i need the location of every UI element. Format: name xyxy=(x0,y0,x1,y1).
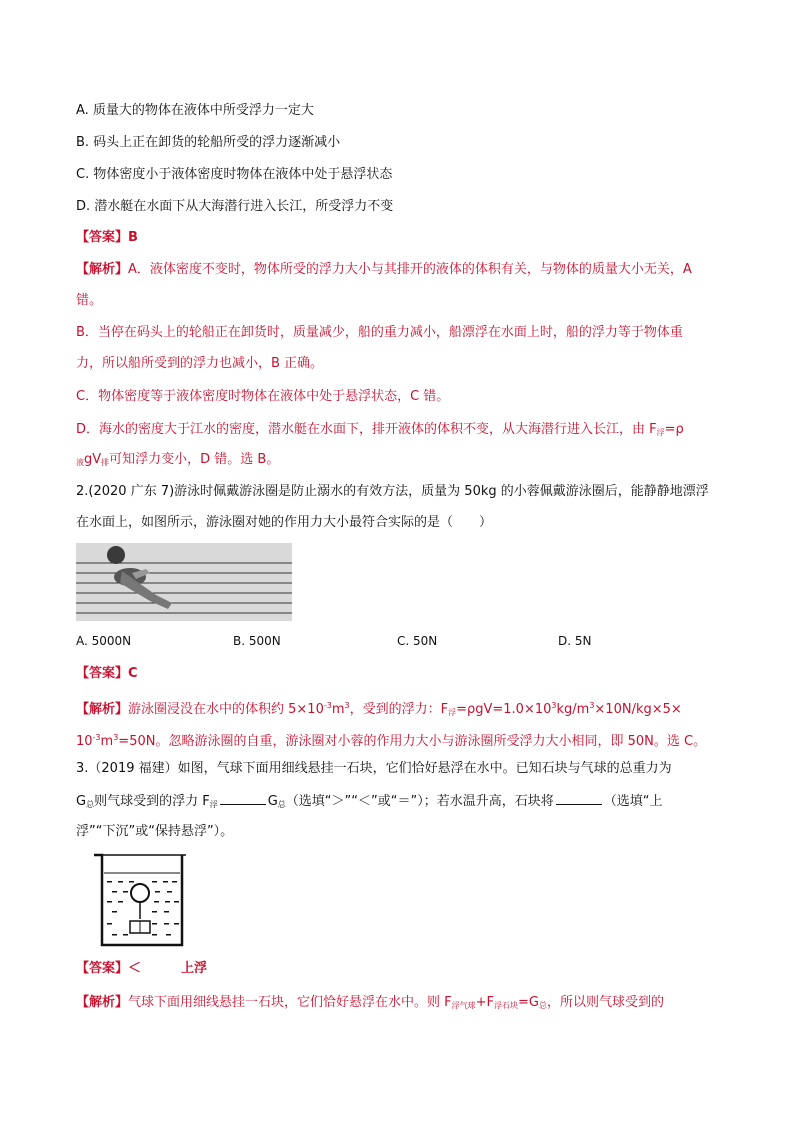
q1-analysis-line xyxy=(76,451,279,472)
analysis-tag: 【解析】 xyxy=(76,995,129,1010)
analysis-text: 气球下面用细线悬挂一石块，它们恰好悬浮在水中。则 F xyxy=(128,995,452,1010)
analysis-text: 10 xyxy=(76,734,93,749)
q1-analysis-line: 力，所以船所受到的浮力也减小，B 正确。 xyxy=(76,356,324,371)
q3-stem-line: 浮”“下沉”或“保持悬浮”）。 xyxy=(76,824,234,839)
analysis-text: 游泳圈浸没在水中的体积约 5×10 xyxy=(128,702,324,717)
analysis-text: =ρgV=1.0×10 xyxy=(456,702,552,717)
superscript: -3 xyxy=(92,733,101,742)
q1-analysis-line xyxy=(76,421,684,442)
beaker-figure xyxy=(92,851,188,947)
superscript: 3 xyxy=(589,701,595,710)
answer-value-1: ＜ xyxy=(128,961,142,976)
fill-blank[interactable] xyxy=(556,792,602,805)
q1-option-d: D. 潜水艇在水面下从大海潜行进入长江，所受浮力不变 xyxy=(76,199,394,214)
q3-analysis-line xyxy=(76,994,664,1015)
analysis-text: =50N。忽略游泳圈的自重，游泳圈对小蓉的作用力大小与游泳圈所受浮力大小相同，即 50N。选 C。 xyxy=(118,734,707,749)
q1-analysis-line: C．物体密度等于液体密度时物体在液体中处于悬浮状态，C 错。 xyxy=(76,389,450,404)
answer-tag: 【答案】 xyxy=(76,961,129,976)
q1-option-c: C. 物体密度小于液体密度时物体在液体中处于悬浮状态 xyxy=(76,167,393,182)
stem-text: （选填“＞”“＜”或“＝”）；若水温升高，石块将 xyxy=(285,794,554,809)
stem-text: G xyxy=(76,794,87,809)
answer-value: C xyxy=(128,666,138,681)
q2-analysis-line xyxy=(76,729,706,751)
analysis-text: +F xyxy=(475,995,495,1010)
q2-option-a: A. 5000N xyxy=(76,634,132,648)
answer-value: B xyxy=(128,230,138,245)
subscript: 浮 xyxy=(209,800,218,809)
q1-answer xyxy=(76,229,138,247)
analysis-text: D．海水的密度大于江水的密度，潜水艇在水面下，排开液体的体积不变，从大海潜行进入长江，由 F xyxy=(76,422,657,437)
q2-analysis-line xyxy=(76,697,682,722)
superscript: -3 xyxy=(323,701,332,710)
subscript: 总 xyxy=(538,1001,547,1010)
subscript: 液 xyxy=(76,458,84,467)
q1-option-b: B. 码头上正在卸货的轮船所受的浮力逐渐减小 xyxy=(76,135,341,150)
formula-text: =ρ xyxy=(664,422,684,437)
q1-analysis-line xyxy=(76,261,692,279)
q2-stem-line: 2.(2020 广东 7)游泳时佩戴游泳圈是防止溺水的有效方法，质量为 50kg 的小蓉佩戴游泳圈后，能静静地漂浮 xyxy=(76,484,709,499)
subscript: 浮 xyxy=(448,708,457,717)
answer-tag: 【答案】 xyxy=(76,666,129,681)
q2-option-d: D. 5N xyxy=(558,634,592,648)
q1-analysis-line: 错。 xyxy=(76,293,103,308)
q2-option-b: B. 500N xyxy=(233,634,281,648)
analysis-text: =G xyxy=(518,995,539,1010)
answer-value-2: 上浮 xyxy=(181,961,208,976)
swimmer-figure xyxy=(76,543,292,621)
fill-blank[interactable] xyxy=(220,792,266,805)
subscript: 浮气球 xyxy=(451,1001,476,1010)
analysis-tag: 【解析】 xyxy=(76,262,129,277)
analysis-text: kg/m xyxy=(556,702,590,717)
formula-text: 可知浮力变小，D 错。选 B。 xyxy=(109,452,280,467)
stem-text: （选填“上 xyxy=(603,794,663,809)
q3-answer xyxy=(76,960,207,978)
analysis-text: ，所以则气球受到的 xyxy=(546,995,664,1010)
formula-text: gV xyxy=(84,452,102,467)
q1-option-a: A. 质量大的物体在液体中所受浮力一定大 xyxy=(76,103,314,118)
subscript: 总 xyxy=(277,800,286,809)
analysis-tag: 【解析】 xyxy=(76,702,129,717)
subscript: 总 xyxy=(86,800,95,809)
superscript: 3 xyxy=(344,701,350,710)
stem-text: 则气球受到的浮力 F xyxy=(94,794,210,809)
analysis-text: m xyxy=(100,734,114,749)
answer-tag: 【答案】 xyxy=(76,230,129,245)
subscript: 排 xyxy=(101,458,110,467)
q2-answer xyxy=(76,665,138,683)
analysis-text: A．液体密度不变时，物体所受的浮力大小与其排开的液体的体积有关，与物体的质量大小无关，A xyxy=(128,262,692,277)
subscript: 浮石块 xyxy=(494,1001,519,1010)
stem-text: G xyxy=(267,794,278,809)
q3-stem-line: 3.（2019 福建）如图，气球下面用细线悬挂一石块，它们恰好悬浮在水中。已知石块与气球的总重力为 xyxy=(76,761,672,776)
superscript: 3 xyxy=(113,733,119,742)
q3-stem-line xyxy=(76,792,662,814)
q2-stem-line: 在水面上，如图所示，游泳圈对她的作用力大小最符合实际的是（ ） xyxy=(76,515,493,530)
analysis-text: ，受到的浮力：F xyxy=(349,702,449,717)
q2-option-c: C. 50N xyxy=(397,634,438,648)
analysis-text: ×10N/kg×5× xyxy=(594,702,682,717)
q1-analysis-line: B．当停在码头上的轮船正在卸货时，质量减少，船的重力减小，船漂浮在水面上时，船的浮力等于物体重 xyxy=(76,325,683,340)
superscript: 3 xyxy=(551,701,557,710)
analysis-text: m xyxy=(331,702,345,717)
subscript: 浮 xyxy=(656,428,665,437)
